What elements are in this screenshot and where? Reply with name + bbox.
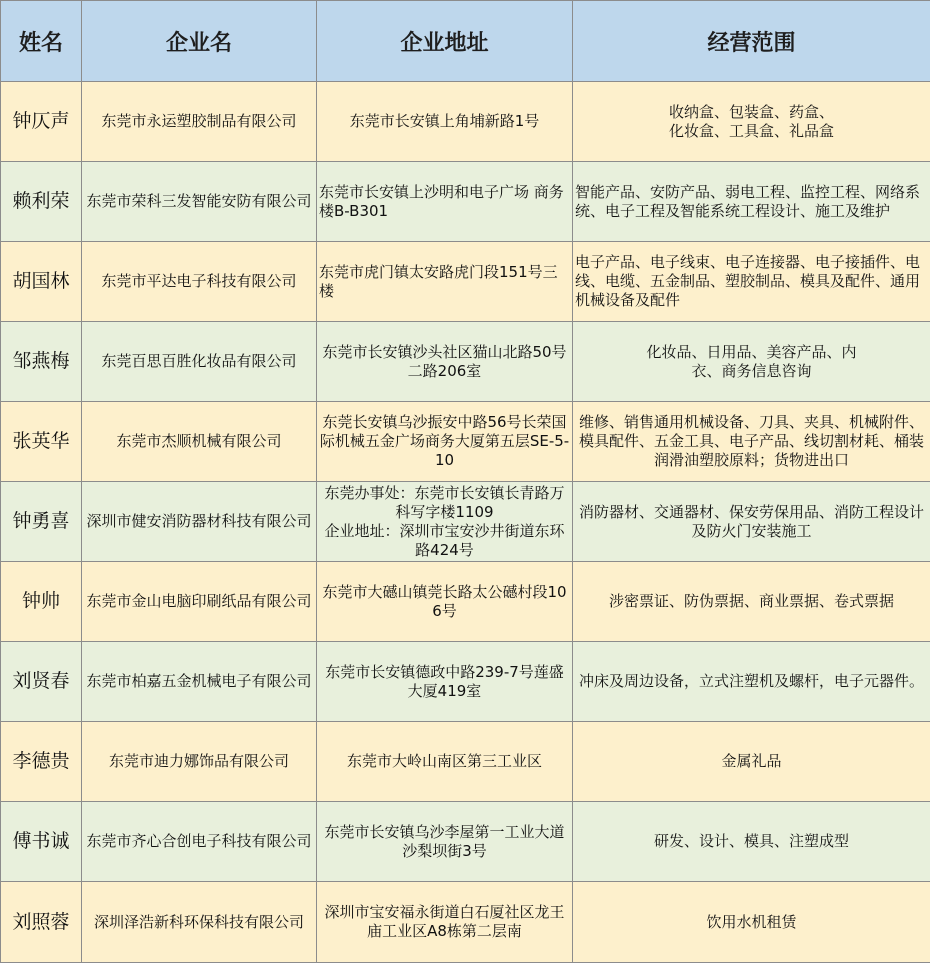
header-company: 企业名 <box>82 1 317 82</box>
header-address: 企业地址 <box>317 1 573 82</box>
cell-company: 深圳市健安消防器材科技有限公司 <box>82 482 317 562</box>
cell-address: 东莞市虎门镇太安路虎门段151号三楼 <box>317 242 573 322</box>
cell-address: 东莞市长安镇上沙明和电子广场 商务楼B-B301 <box>317 162 573 242</box>
cell-name: 李德贵 <box>1 722 82 802</box>
cell-name: 刘照蓉 <box>1 882 82 963</box>
cell-name: 胡国林 <box>1 242 82 322</box>
cell-scope: 研发、设计、模具、注塑成型 <box>573 802 930 882</box>
header-name: 姓名 <box>1 1 82 82</box>
table-row <box>1 722 930 802</box>
cell-address: 东莞办事处：东莞市长安镇长青路万科写字楼1109 企业地址：深圳市宝安沙井街道东环路424号 <box>317 482 573 562</box>
header-scope: 经营范围 <box>573 1 930 82</box>
cell-address: 东莞市大岭山南区第三工业区 <box>317 722 573 802</box>
cell-address: 东莞市长安镇乌沙李屋第一工业大道沙梨坝街3号 <box>317 802 573 882</box>
cell-company: 东莞市杰顺机械有限公司 <box>82 402 317 482</box>
cell-name: 傅书诚 <box>1 802 82 882</box>
cell-address: 深圳市宝安福永街道白石厦社区龙王庙工业区A8栋第二层南 <box>317 882 573 963</box>
cell-company: 东莞市柏嘉五金机械电子有限公司 <box>82 642 317 722</box>
cell-company: 东莞百思百胜化妆品有限公司 <box>82 322 317 402</box>
cell-scope: 涉密票证、防伪票据、商业票据、卷式票据 <box>573 562 930 642</box>
cell-address: 东莞市长安镇上角埔新路1号 <box>317 82 573 162</box>
cell-company: 东莞市荣科三发智能安防有限公司 <box>82 162 317 242</box>
table-row <box>1 562 930 642</box>
cell-scope: 饮用水机租赁 <box>573 882 930 963</box>
table-row <box>1 482 930 562</box>
table-row <box>1 642 930 722</box>
table-row <box>1 322 930 402</box>
cell-scope: 维修、销售通用机械设备、刀具、夹具、机械附件、模具配件、五金工具、电子产品、线切割材耗、桶装润滑油塑胶原料；货物进出口 <box>573 402 930 482</box>
cell-name: 钟仄声 <box>1 82 82 162</box>
cell-address: 东莞市长安镇沙头社区猫山北路50号二路206室 <box>317 322 573 402</box>
cell-company: 东莞市齐心合创电子科技有限公司 <box>82 802 317 882</box>
cell-company: 东莞市平达电子科技有限公司 <box>82 242 317 322</box>
cell-name: 刘贤春 <box>1 642 82 722</box>
cell-scope: 收纳盒、包装盒、药盒、化妆盒、工具盒、礼品盒 <box>573 82 930 162</box>
cell-scope: 消防器材、交通器材、保安劳保用品、消防工程设计及防火门安装施工 <box>573 482 930 562</box>
cell-name: 张英华 <box>1 402 82 482</box>
table-row <box>1 162 930 242</box>
cell-address: 东莞长安镇乌沙振安中路56号长荣国际机械五金广场商务大厦第五层SE-5-10 <box>317 402 573 482</box>
cell-scope: 化妆品、日用品、美容产品、内衣、商务信息咨询 <box>573 322 930 402</box>
table-row <box>1 402 930 482</box>
cell-address: 东莞市大䃭山镇莞长路太公䃭村段106号 <box>317 562 573 642</box>
table-row <box>1 242 930 322</box>
header-row <box>1 1 930 82</box>
table-row <box>1 802 930 882</box>
cell-scope: 金属礼品 <box>573 722 930 802</box>
table-row <box>1 882 930 963</box>
cell-company: 东莞市金山电脑印刷纸品有限公司 <box>82 562 317 642</box>
cell-name: 钟勇喜 <box>1 482 82 562</box>
cell-scope: 电子产品、电子线束、电子连接器、电子接插件、电线、电缆、五金制品、塑胶制品、模具及配件、通用机械设备及配件 <box>573 242 930 322</box>
cell-name: 钟帅 <box>1 562 82 642</box>
cell-company: 东莞市永运塑胶制品有限公司 <box>82 82 317 162</box>
cell-name: 赖利荣 <box>1 162 82 242</box>
table-row <box>1 82 930 162</box>
cell-address: 东莞市长安镇德政中路239-7号莲盛大厦419室 <box>317 642 573 722</box>
cell-scope: 冲床及周边设备，立式注塑机及螺杆，电子元器件。 <box>573 642 930 722</box>
cell-company: 深圳泽浩新科环保科技有限公司 <box>82 882 317 963</box>
cell-name: 邹燕梅 <box>1 322 82 402</box>
cell-company: 东莞市迪力娜饰品有限公司 <box>82 722 317 802</box>
cell-scope: 智能产品、安防产品、弱电工程、监控工程、网络系统、电子工程及智能系统工程设计、施工及维护 <box>573 162 930 242</box>
